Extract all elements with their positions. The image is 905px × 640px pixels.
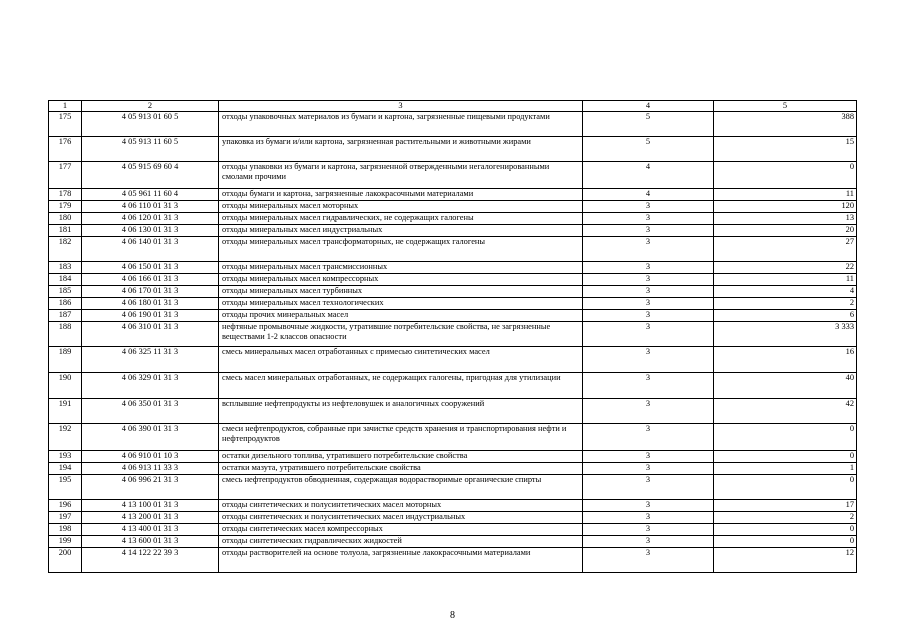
row-number: 185 <box>49 286 82 298</box>
quantity: 4 <box>714 286 857 298</box>
hazard-class: 5 <box>583 137 714 162</box>
quantity: 16 <box>714 347 857 373</box>
waste-name: отходы минеральных масел гидравлических, не содержащих галогены <box>219 213 583 225</box>
row-number: 187 <box>49 310 82 322</box>
waste-code: 4 13 200 01 31 3 <box>82 512 219 524</box>
row-number: 179 <box>49 201 82 213</box>
table-row <box>49 213 857 225</box>
quantity: 20 <box>714 225 857 237</box>
waste-code: 4 06 120 01 31 3 <box>82 213 219 225</box>
waste-name: отходы упаковки из бумаги и картона, загрязненной отвержденными негалогенированными смолами прочими <box>219 162 583 189</box>
waste-code: 4 06 350 01 31 3 <box>82 399 219 424</box>
hazard-class: 3 <box>583 512 714 524</box>
waste-name: отходы прочих минеральных масел <box>219 310 583 322</box>
table-row <box>49 112 857 137</box>
row-number: 194 <box>49 463 82 475</box>
table-row <box>49 524 857 536</box>
waste-code: 4 06 325 11 31 3 <box>82 347 219 373</box>
hazard-class: 3 <box>583 201 714 213</box>
table-row <box>49 274 857 286</box>
quantity: 11 <box>714 189 857 201</box>
row-number: 177 <box>49 162 82 189</box>
waste-name: отходы минеральных масел компрессорных <box>219 274 583 286</box>
table-row <box>49 512 857 524</box>
column-header-hazard-class: 4 <box>583 101 714 112</box>
quantity: 11 <box>714 274 857 286</box>
table-row <box>49 451 857 463</box>
hazard-class: 3 <box>583 463 714 475</box>
waste-code: 4 05 915 69 60 4 <box>82 162 219 189</box>
table-row <box>49 225 857 237</box>
row-number: 184 <box>49 274 82 286</box>
waste-name: всплывшие нефтепродукты из нефтеловушек и аналогичных сооружений <box>219 399 583 424</box>
row-number: 188 <box>49 322 82 347</box>
table-header-row <box>49 101 857 112</box>
waste-code: 4 06 180 01 31 3 <box>82 298 219 310</box>
hazard-class: 3 <box>583 225 714 237</box>
row-number: 197 <box>49 512 82 524</box>
column-header-quantity: 5 <box>714 101 857 112</box>
waste-table <box>48 100 857 573</box>
hazard-class: 3 <box>583 373 714 399</box>
waste-name: отходы синтетических и полусинтетических масел моторных <box>219 500 583 512</box>
hazard-class: 3 <box>583 310 714 322</box>
waste-code: 4 05 913 11 60 5 <box>82 137 219 162</box>
waste-name: смесь нефтепродуктов обводненная, содержащая водорастворимые органические спирты <box>219 475 583 500</box>
row-number: 183 <box>49 262 82 274</box>
table-row <box>49 137 857 162</box>
table-row <box>49 201 857 213</box>
waste-name: отходы минеральных масел индустриальных <box>219 225 583 237</box>
quantity: 17 <box>714 500 857 512</box>
hazard-class: 3 <box>583 548 714 573</box>
quantity: 1 <box>714 463 857 475</box>
waste-code: 4 06 310 01 31 3 <box>82 322 219 347</box>
waste-name: отходы синтетических и полусинтетических масел индустриальных <box>219 512 583 524</box>
quantity: 3 333 <box>714 322 857 347</box>
quantity: 0 <box>714 475 857 500</box>
table-row <box>49 162 857 189</box>
row-number: 178 <box>49 189 82 201</box>
column-header-code: 2 <box>82 101 219 112</box>
waste-code: 4 14 122 22 39 3 <box>82 548 219 573</box>
hazard-class: 3 <box>583 475 714 500</box>
quantity: 0 <box>714 524 857 536</box>
table-row <box>49 237 857 262</box>
waste-code: 4 13 400 01 31 3 <box>82 524 219 536</box>
table-row <box>49 286 857 298</box>
quantity: 2 <box>714 512 857 524</box>
row-number: 199 <box>49 536 82 548</box>
waste-name: смеси нефтепродуктов, собранные при зачистке средств хранения и транспортирования нефти и нефтепродуктов <box>219 424 583 451</box>
waste-code: 4 13 600 01 31 3 <box>82 536 219 548</box>
hazard-class: 5 <box>583 112 714 137</box>
waste-code: 4 06 150 01 31 3 <box>82 262 219 274</box>
table-row <box>49 322 857 347</box>
hazard-class: 3 <box>583 274 714 286</box>
table-row <box>49 399 857 424</box>
quantity: 0 <box>714 536 857 548</box>
row-number: 200 <box>49 548 82 573</box>
waste-name: отходы минеральных масел моторных <box>219 201 583 213</box>
row-number: 175 <box>49 112 82 137</box>
quantity: 0 <box>714 162 857 189</box>
quantity: 42 <box>714 399 857 424</box>
waste-name: отходы синтетических масел компрессорных <box>219 524 583 536</box>
waste-name: отходы минеральных масел трансмиссионных <box>219 262 583 274</box>
waste-name: отходы минеральных масел технологических <box>219 298 583 310</box>
table-row <box>49 424 857 451</box>
quantity: 120 <box>714 201 857 213</box>
hazard-class: 4 <box>583 162 714 189</box>
row-number: 196 <box>49 500 82 512</box>
waste-code: 4 06 170 01 31 3 <box>82 286 219 298</box>
hazard-class: 3 <box>583 298 714 310</box>
waste-name: нефтяные промывочные жидкости, утратившие потребительские свойства, не загрязненные веществами 1-2 классов опасности <box>219 322 583 347</box>
waste-name: упаковка из бумаги и/или картона, загрязненная растительными и животными жирами <box>219 137 583 162</box>
waste-name: отходы минеральных масел трансформаторных, не содержащих галогены <box>219 237 583 262</box>
waste-name: отходы растворителей на основе толуола, загрязненные лакокрасочными материалами <box>219 548 583 573</box>
waste-code: 4 06 996 21 31 3 <box>82 475 219 500</box>
table-row <box>49 189 857 201</box>
waste-name: отходы минеральных масел турбинных <box>219 286 583 298</box>
waste-code: 4 05 913 01 60 5 <box>82 112 219 137</box>
waste-name: смесь минеральных масел отработанных с примесью синтетических масел <box>219 347 583 373</box>
hazard-class: 3 <box>583 424 714 451</box>
waste-name: остатки мазута, утратившего потребительские свойства <box>219 463 583 475</box>
table-row <box>49 463 857 475</box>
waste-code: 4 06 110 01 31 3 <box>82 201 219 213</box>
quantity: 13 <box>714 213 857 225</box>
quantity: 0 <box>714 424 857 451</box>
quantity: 0 <box>714 451 857 463</box>
row-number: 182 <box>49 237 82 262</box>
waste-code: 4 06 329 01 31 3 <box>82 373 219 399</box>
row-number: 191 <box>49 399 82 424</box>
row-number: 195 <box>49 475 82 500</box>
column-header-number: 1 <box>49 101 82 112</box>
table-row <box>49 536 857 548</box>
table-row <box>49 298 857 310</box>
waste-name: отходы синтетических гидравлических жидкостей <box>219 536 583 548</box>
page-number: 8 <box>450 610 455 621</box>
row-number: 176 <box>49 137 82 162</box>
quantity: 388 <box>714 112 857 137</box>
table-row <box>49 310 857 322</box>
quantity: 2 <box>714 298 857 310</box>
quantity: 6 <box>714 310 857 322</box>
row-number: 193 <box>49 451 82 463</box>
quantity: 15 <box>714 137 857 162</box>
row-number: 180 <box>49 213 82 225</box>
waste-name: остатки дизельного топлива, утратившего потребительские свойства <box>219 451 583 463</box>
hazard-class: 3 <box>583 451 714 463</box>
quantity: 22 <box>714 262 857 274</box>
table-row <box>49 548 857 573</box>
table-row <box>49 500 857 512</box>
quantity: 12 <box>714 548 857 573</box>
waste-name: отходы бумаги и картона, загрязненные лакокрасочными материалами <box>219 189 583 201</box>
waste-code: 4 05 961 11 60 4 <box>82 189 219 201</box>
hazard-class: 3 <box>583 262 714 274</box>
column-header-name: 3 <box>219 101 583 112</box>
table-row <box>49 262 857 274</box>
table-row <box>49 475 857 500</box>
row-number: 186 <box>49 298 82 310</box>
hazard-class: 3 <box>583 500 714 512</box>
waste-code: 4 06 913 11 33 3 <box>82 463 219 475</box>
waste-code: 4 06 166 01 31 3 <box>82 274 219 286</box>
row-number: 190 <box>49 373 82 399</box>
waste-code: 4 06 140 01 31 3 <box>82 237 219 262</box>
hazard-class: 3 <box>583 237 714 262</box>
waste-name: смесь масел минеральных отработанных, не содержащих галогены, пригодная для утилизации <box>219 373 583 399</box>
hazard-class: 3 <box>583 322 714 347</box>
hazard-class: 3 <box>583 399 714 424</box>
row-number: 181 <box>49 225 82 237</box>
quantity: 27 <box>714 237 857 262</box>
waste-code: 4 13 100 01 31 3 <box>82 500 219 512</box>
table-row <box>49 373 857 399</box>
hazard-class: 3 <box>583 347 714 373</box>
row-number: 189 <box>49 347 82 373</box>
waste-code: 4 06 130 01 31 3 <box>82 225 219 237</box>
hazard-class: 3 <box>583 213 714 225</box>
row-number: 198 <box>49 524 82 536</box>
waste-name: отходы упаковочных материалов из бумаги и картона, загрязненные пищевыми продуктами <box>219 112 583 137</box>
hazard-class: 3 <box>583 286 714 298</box>
hazard-class: 4 <box>583 189 714 201</box>
row-number: 192 <box>49 424 82 451</box>
hazard-class: 3 <box>583 524 714 536</box>
waste-code: 4 06 190 01 31 3 <box>82 310 219 322</box>
hazard-class: 3 <box>583 536 714 548</box>
waste-code: 4 06 390 01 31 3 <box>82 424 219 451</box>
quantity: 40 <box>714 373 857 399</box>
waste-code: 4 06 910 01 10 3 <box>82 451 219 463</box>
table-row <box>49 347 857 373</box>
